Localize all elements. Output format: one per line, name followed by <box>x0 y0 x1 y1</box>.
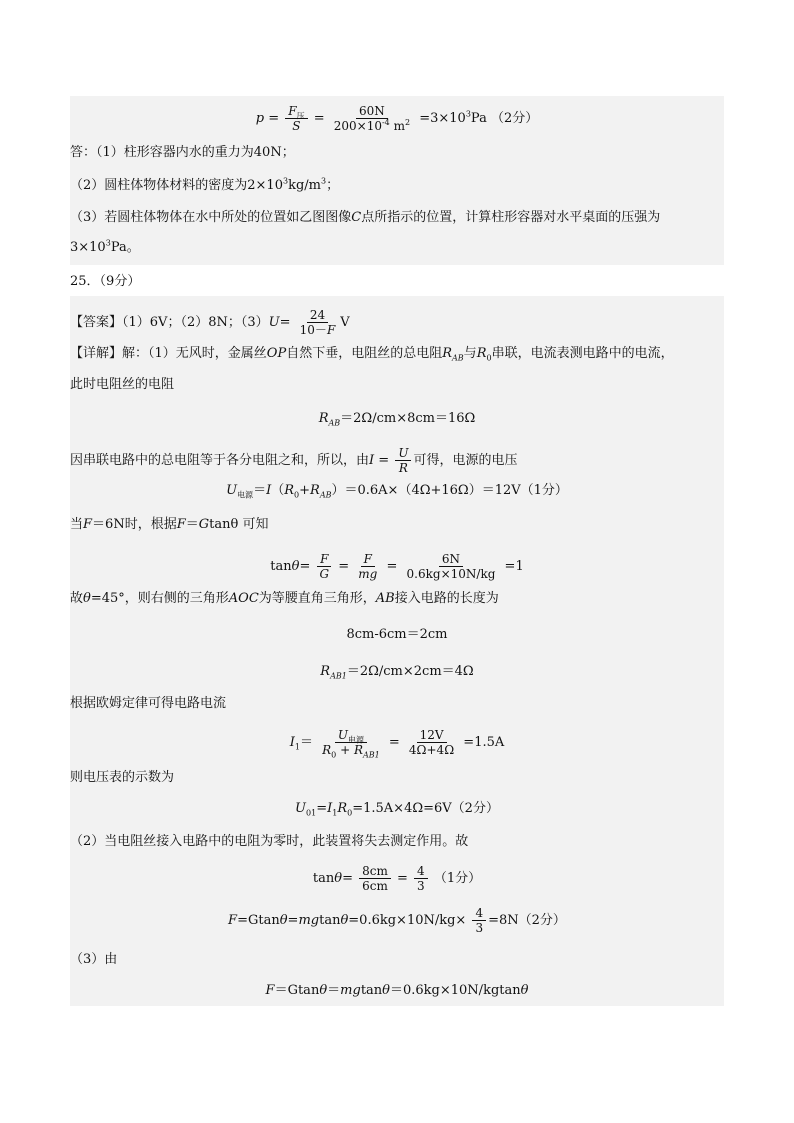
sub: AB <box>328 418 341 428</box>
symbol: F <box>265 983 275 998</box>
fraction-4-3 <box>414 864 428 893</box>
text: tan <box>270 559 292 574</box>
text: （2）圆柱体物体材料的密度为2×10 <box>70 178 283 193</box>
fraction-60n <box>331 104 413 133</box>
text: Pa。 <box>110 240 140 255</box>
frac-den: 10－ <box>299 323 327 337</box>
frac-den: 4Ω+4Ω <box>408 743 455 757</box>
text: 点所指示的位置，计算柱形容器对水平桌面的压强为 <box>361 210 661 225</box>
when-f-line <box>70 516 724 534</box>
text: 自然下垂，电阻丝的总电阻 <box>286 346 443 361</box>
symbol: OP <box>266 346 287 361</box>
text: 与 <box>463 346 477 361</box>
fraction-f-over-mg <box>355 552 380 581</box>
length-equation: 8cm-6cm＝2cm <box>346 627 448 642</box>
text: = <box>374 453 394 468</box>
text: （1）6V；（2）8N；（3） <box>122 315 269 330</box>
text: = <box>287 913 299 928</box>
conclusion-3a <box>70 209 724 227</box>
text: = <box>388 735 400 750</box>
frac-num: 60N <box>356 104 388 119</box>
f-equation <box>70 906 724 935</box>
symbol: I <box>266 483 272 498</box>
symbol: U <box>295 801 306 816</box>
symbol: R <box>318 411 329 426</box>
sup: 3 <box>282 176 289 186</box>
frac-den: 200×10 <box>333 119 382 133</box>
frac-num: F <box>288 104 297 118</box>
sub: 01 <box>306 808 317 818</box>
text: ＝ <box>253 483 267 498</box>
text: tan <box>319 913 341 928</box>
u01-equation <box>70 800 724 818</box>
result-sup: 3 <box>465 109 471 119</box>
frac-den-unit: m <box>389 119 405 133</box>
fraction-6n <box>404 552 499 581</box>
symbol: R <box>337 801 348 816</box>
frac-den: S <box>292 119 301 133</box>
frac-den: mg <box>358 567 378 581</box>
fraction-current <box>319 728 383 760</box>
symbol: mg <box>340 983 361 998</box>
text: =1 <box>504 559 524 574</box>
frac-num: U <box>337 728 348 742</box>
symbol: θ <box>334 871 343 886</box>
series-line <box>70 446 724 475</box>
text: 故 <box>70 591 84 606</box>
symbol: G <box>198 517 210 532</box>
symbol: θ <box>340 913 349 928</box>
score: （2分） <box>490 111 539 126</box>
text: 3×10 <box>70 240 106 255</box>
conclusion-3b <box>70 239 724 257</box>
text: =0.6kg×10N/kg× <box>348 913 467 928</box>
text: 当 <box>70 517 84 532</box>
text: 为等腰直角三角形， <box>258 591 376 606</box>
sub: 0 <box>347 808 353 818</box>
text: =45°，则右侧的三角形 <box>90 591 229 606</box>
tan2-equation <box>70 864 724 893</box>
theta-line <box>70 590 724 608</box>
symbol: θ <box>382 983 390 998</box>
frac-den-unit-sup: 2 <box>404 118 411 127</box>
fraction-12v <box>406 728 457 757</box>
sub: 0 <box>486 353 492 363</box>
fraction-8cm-6cm <box>359 864 391 893</box>
tan-equation <box>70 552 724 581</box>
symbol: θ <box>83 591 91 606</box>
frac-num: 4 <box>414 864 428 879</box>
symbol: θ <box>520 983 529 998</box>
frac-den: R <box>353 743 363 757</box>
answer-label: 【答案】 <box>70 315 123 330</box>
text: kg/m <box>288 178 321 193</box>
sub: AB1 <box>330 671 347 681</box>
symbol: θ <box>291 559 300 574</box>
text: ＝0.6kg×10N/kgtan <box>390 983 521 998</box>
symbol: θ <box>279 913 288 928</box>
rab1-equation <box>70 663 724 681</box>
detail-label: 【详解】 <box>70 346 123 361</box>
symbol: F <box>176 517 186 532</box>
frac-num: 8cm <box>359 864 391 879</box>
frac-den-sup: -4 <box>381 118 390 127</box>
symbol: θ <box>319 983 328 998</box>
frac-num-sub: 电源 <box>347 735 364 745</box>
text: ＝ <box>327 983 341 998</box>
frac-den-sub: 0 <box>331 750 337 760</box>
text: tanθ 可知 <box>209 517 269 532</box>
text: 解：（1）无风时，金属丝 <box>122 346 267 361</box>
text: 因串联电路中的总电阻等于各分电阻之和，所以，由 <box>70 453 370 468</box>
text: =Gtan <box>237 913 280 928</box>
frac-num-sub: 压 <box>296 111 305 121</box>
sub: 1 <box>294 742 300 752</box>
detail-line-2: 此时电阻丝的电阻 <box>70 377 175 392</box>
result: =3×10 <box>419 111 466 126</box>
frac-den: 0.6kg×10N/kg <box>406 567 496 581</box>
sub: 1 <box>332 808 338 818</box>
sup: 3 <box>320 176 327 186</box>
symbol: AB <box>375 591 395 606</box>
sub: AB <box>452 353 464 363</box>
text: 可得，电源的电压 <box>413 453 518 468</box>
voltmeter-line: 则电压表的示数为 <box>70 770 175 785</box>
question-heading: 25．（9分） <box>70 274 141 289</box>
symbol: R <box>310 483 320 498</box>
text: ＝6N时，根据 <box>92 517 177 532</box>
symbol: R <box>442 346 453 361</box>
text: = <box>342 871 353 886</box>
text: ＝2Ω/cm×8cm＝16Ω <box>340 411 476 426</box>
answer-fraction <box>297 308 339 337</box>
sub: 电源 <box>237 490 254 500</box>
frac-num: 4 <box>472 906 486 921</box>
frac-num: F <box>317 552 331 567</box>
symbol-p: p <box>255 111 265 126</box>
symbol: mg <box>298 913 320 928</box>
frac-num: 24 <box>307 308 328 323</box>
text: = <box>279 315 291 330</box>
frac-den-plus: + <box>336 743 354 757</box>
symbol: U <box>268 315 280 330</box>
result-unit: Pa <box>470 111 487 126</box>
ohm-fraction <box>395 446 411 475</box>
frac-den: 3 <box>417 879 425 893</box>
symbol: R <box>476 346 487 361</box>
text: ）＝0.6A×（4Ω+16Ω）＝12V（1分） <box>331 483 568 498</box>
text: = <box>386 559 398 574</box>
text: =1.5A <box>463 735 505 750</box>
text: ＝Gtan <box>274 983 320 998</box>
part2-line: （2）当电阻丝接入电路中的电阻为零时，此装置将失去测定作用。故 <box>70 834 469 849</box>
text: ＝2Ω/cm×2cm＝4Ω <box>346 664 474 679</box>
conclusion-2 <box>70 177 724 195</box>
symbol: F <box>83 517 93 532</box>
text: = <box>397 871 408 886</box>
point-c: C <box>351 210 362 225</box>
text: （ <box>271 483 285 498</box>
symbol: R <box>320 664 331 679</box>
symbol: AOC <box>228 591 259 606</box>
text: ＝ <box>185 517 199 532</box>
text: （3）若圆柱体物体在水中所处的位置如乙图图像 <box>70 210 352 225</box>
fraction-f-over-s <box>285 104 307 133</box>
sub: AB <box>319 490 332 500</box>
source-voltage-equation <box>70 482 724 500</box>
frac-num: 12V <box>417 728 447 743</box>
text: tan <box>312 871 335 886</box>
unit: V <box>340 315 350 330</box>
frac-den-sub: AB1 <box>362 750 380 760</box>
detail-line-1 <box>70 345 724 363</box>
part3-line: （3）由 <box>70 952 118 967</box>
text: ＝ <box>299 735 313 750</box>
current-equation <box>70 728 724 760</box>
symbol: I <box>327 801 333 816</box>
sup: 3 <box>105 238 111 248</box>
frac-den: 6cm <box>362 879 388 893</box>
text: = <box>316 801 328 816</box>
shade-band <box>70 296 724 1006</box>
text: = <box>338 559 350 574</box>
frac-den: G <box>319 567 330 581</box>
frac-den: R <box>322 743 332 757</box>
frac-den: 3 <box>475 921 484 935</box>
answer-line <box>70 308 724 337</box>
final-equation <box>70 982 724 1000</box>
symbol: I <box>369 453 375 468</box>
frac-num: 6N <box>439 552 463 567</box>
text: + <box>299 483 311 498</box>
text: 串联，电流表测电路中的电流， <box>491 346 674 361</box>
frac-num: F <box>361 552 375 567</box>
text: ； <box>326 178 340 193</box>
frac-den-f: F <box>326 323 336 337</box>
ohm-line: 根据欧姆定律可得电路电流 <box>70 696 227 711</box>
pressure-equation: p = $\frac{F_压}{S}$ = $\frac{60N}{200\times 10^{-4} m^2}$ $=3\times 10^3Pa$ （2分） <box>255 104 539 133</box>
symbol: F <box>228 913 238 928</box>
text: =8N（2分） <box>488 913 566 928</box>
symbol: U <box>226 483 238 498</box>
symbol: I <box>289 735 295 750</box>
fraction-f-over-g <box>317 552 333 581</box>
conclusion-1: 答：（1）柱形容器内水的重力为40N； <box>70 145 295 160</box>
frac-den: R <box>398 461 408 475</box>
fraction-4-3 <box>472 906 486 935</box>
rab-equation <box>70 410 724 428</box>
text: = <box>299 559 311 574</box>
text: tan <box>360 983 383 998</box>
frac-num: U <box>395 446 411 461</box>
score: （1分） <box>433 871 482 886</box>
text: 接入电路的长度为 <box>394 591 499 606</box>
symbol: R <box>284 483 295 498</box>
text: =1.5A×4Ω=6V（2分） <box>352 801 499 816</box>
sub: 0 <box>294 490 300 500</box>
